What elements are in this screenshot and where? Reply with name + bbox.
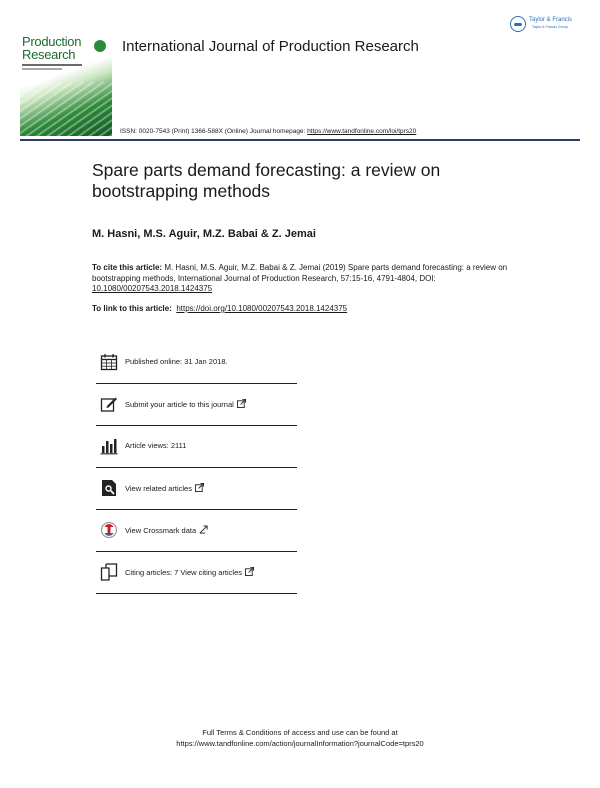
submit-article-link[interactable]: Submit your article to this journal (125, 400, 234, 409)
bar-chart-icon (100, 437, 118, 455)
crossmark-icon (100, 521, 118, 539)
copy-icon (100, 563, 118, 581)
article-doi-url[interactable]: https://doi.org/10.1080/00207543.2018.1424375 (176, 304, 348, 313)
metric-text: Published online: 31 Jan 2018. (125, 357, 228, 366)
article-title: Spare parts demand forecasting: a review on bootstrapping methods (92, 160, 441, 201)
article-link-line (92, 304, 347, 313)
metric-related-articles[interactable] (96, 468, 297, 510)
external-link-icon (199, 525, 208, 534)
issn-line (120, 128, 416, 135)
citation-block (92, 263, 512, 295)
metric-published-online (96, 342, 297, 384)
citing-articles-link[interactable]: Citing articles: 7 View citing articles (125, 568, 242, 577)
footer-terms-text: Full Terms & Conditions of access and use can be found at (202, 728, 398, 737)
calendar-icon (100, 353, 118, 371)
metric-article-views (96, 426, 297, 468)
article-metrics-list (96, 342, 297, 594)
external-link-icon (245, 567, 254, 576)
citation-text: M. Hasni, M.S. Aguir, M.Z. Babai & Z. Jemai (2019) Spare parts demand forecasting: a review on bootstrapping methods, International Journal of Production Research, 57:15-16, 4791-4804, DOI: (92, 263, 508, 283)
journal-cover-image (20, 22, 112, 136)
cover-subline (22, 64, 82, 66)
cover-title-line1: Production (22, 34, 82, 49)
metric-related-text (125, 483, 204, 493)
external-link-icon (237, 399, 246, 408)
header-divider (20, 139, 580, 141)
publisher-name: Taylor & Francis (529, 17, 573, 23)
metric-citing-articles[interactable] (96, 552, 297, 594)
crossmark-link[interactable]: View Crossmark data (125, 526, 197, 535)
edit-icon (100, 395, 118, 413)
footer-terms-link[interactable]: https://www.tandfonline.com/action/journalInformation?journalCode=tprs20 (176, 739, 424, 748)
metric-submit-article[interactable] (96, 384, 297, 426)
search-document-icon (100, 479, 118, 497)
footer (0, 727, 600, 749)
cover-subline-2 (22, 68, 62, 70)
citation-doi-link[interactable]: 10.1080/00207543.2018.1424375 (92, 284, 213, 293)
citation-label: To cite this article: (92, 263, 163, 272)
related-articles-link[interactable]: View related articles (125, 484, 192, 493)
cover-pattern (20, 82, 112, 136)
metric-crossmark[interactable] (96, 510, 297, 552)
metric-citing-text (125, 567, 254, 577)
taylor-francis-logo[interactable] (510, 16, 582, 34)
issn-text: ISSN: 0020-7543 (Print) 1366-588X (Online) Journal homepage: (120, 128, 308, 135)
journal-homepage-link[interactable]: https://www.tandfonline.com/loi/tprs20 (307, 128, 417, 135)
metric-submit-text (125, 399, 246, 409)
cover-badge-icon (94, 40, 106, 52)
cover-title-line2: Research (22, 47, 76, 62)
publisher-logo-icon (510, 16, 526, 32)
article-link-label: To link to this article: (92, 304, 172, 313)
journal-title: International Journal of Production Research (122, 38, 419, 55)
article-authors: M. Hasni, M.S. Aguir, M.Z. Babai & Z. Jemai (92, 228, 316, 240)
external-link-icon (195, 483, 204, 492)
publisher-tagline: Taylor & Francis Group (532, 25, 568, 29)
metric-text: Article views: 2111 (125, 441, 187, 450)
metric-crossmark-text (125, 525, 208, 535)
